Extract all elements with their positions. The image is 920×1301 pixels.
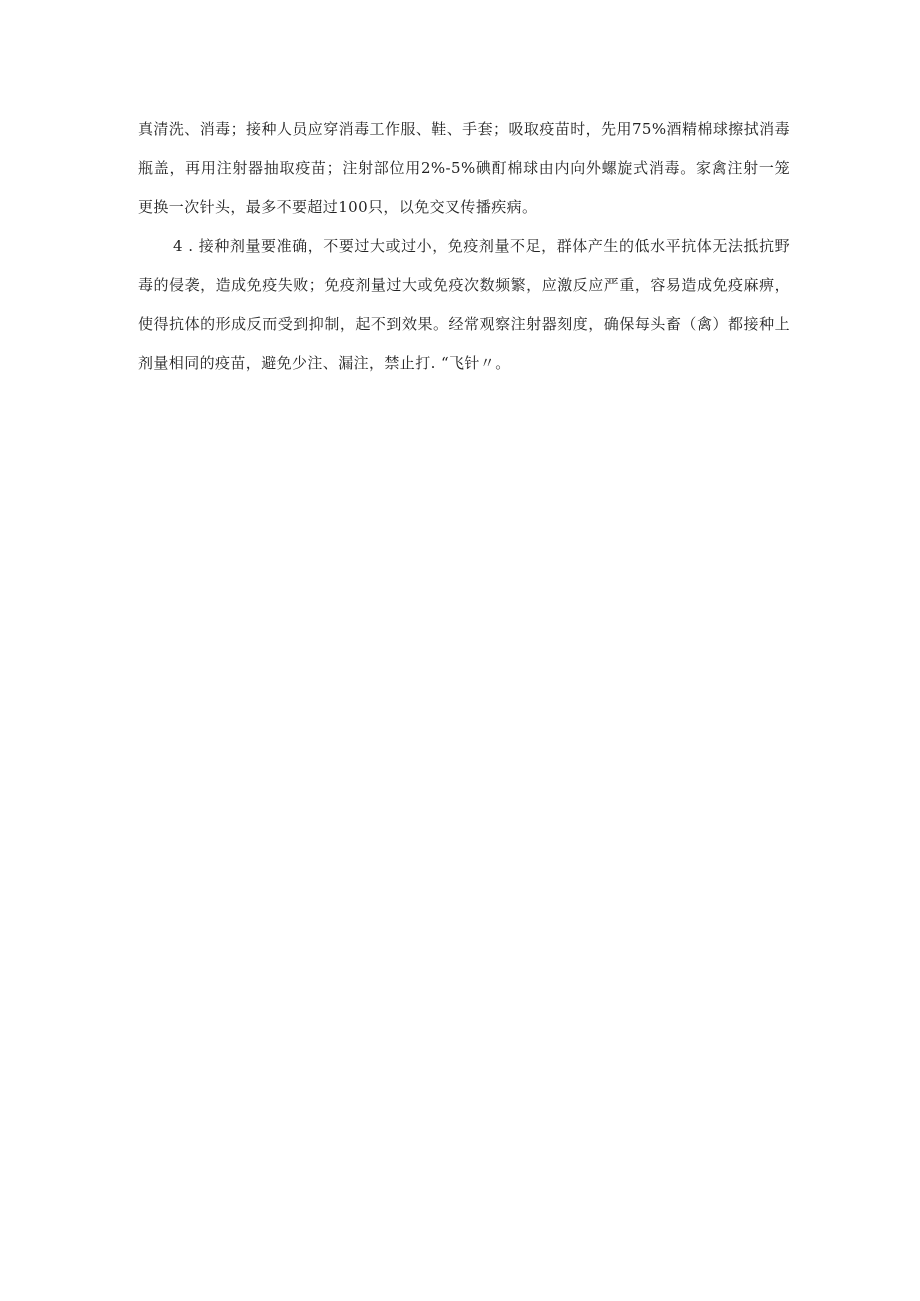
paragraph-line: 使得抗体的形成反而受到抑制，起不到效果。经常观察注射器刻度，确保每头畜（禽）都接种上 — [138, 315, 790, 333]
paragraph-line: 剂量相同的疫苗，避免少注、漏注，禁止打. “飞针〃。 — [138, 354, 511, 372]
paragraph-line: 毒的侵袭，造成免疫失败；免疫剂量过大或免疫次数频繁，应激反应严重，容易造成免疫麻痹， — [138, 276, 790, 294]
paragraph-line: 4 . 接种剂量要准确，不要过大或过小，免疫剂量不足，群体产生的低水平抗体无法抵抗野 — [173, 237, 790, 255]
paragraph-line: 真清洗、消毒；接种人员应穿消毒工作服、鞋、手套；吸取疫苗时，先用75%酒精棉球擦拭消毒 — [138, 120, 790, 138]
paragraph-vaccination-hygiene — [138, 118, 790, 219]
document-body — [138, 118, 790, 391]
paragraph-line: 瓶盖，再用注射器抽取疫苗；注射部位用2%-5%碘酊棉球由内向外螺旋式消毒。家禽注射一笼 — [138, 159, 790, 177]
paragraph-line: 更换一次针头，最多不要超过100只，以免交叉传播疾病。 — [138, 198, 538, 216]
paragraph-dosage-accuracy — [138, 235, 790, 375]
